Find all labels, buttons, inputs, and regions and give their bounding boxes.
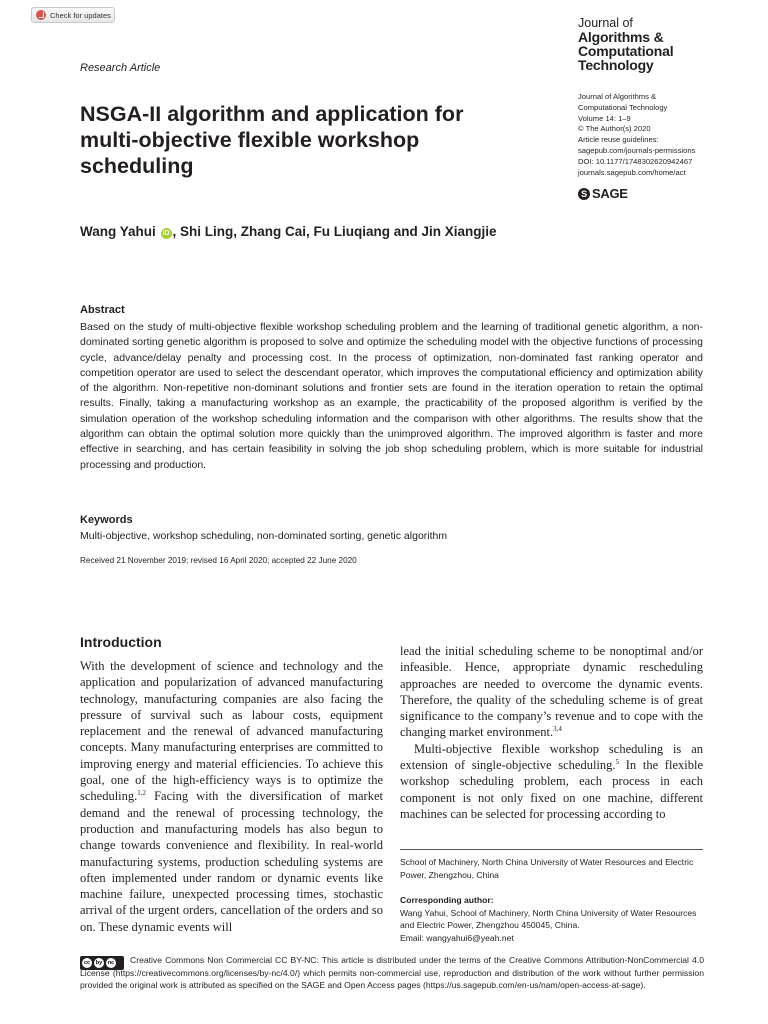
by-icon: by	[95, 960, 103, 966]
article-type: Research Article	[80, 62, 161, 74]
intro-left-text-1: With the development of science and technology and the application and popularization of advanced manufacturing technology, manufacturing companies are also facing the pressure of survival such as labour costs, equipment replacement and the renewal of advanced manufacturing concepts. Many manufacturing enterprises are committed to improving energy and material efficiencies. To achieve this goal, one of the high-efficiency ways is to optimize the scheduling.	[80, 659, 383, 804]
citation-ref[interactable]: 5	[615, 757, 620, 766]
meta-copyright: © The Author(s) 2020	[578, 124, 651, 134]
orcid-icon[interactable]: iD	[162, 230, 170, 237]
check-for-updates-label: Check for updates	[50, 10, 111, 20]
corresponding-author-email[interactable]: Email: wangyahui6@yeah.net	[400, 932, 514, 943]
author-list	[80, 222, 500, 242]
journal-logo-line4: Technology	[578, 57, 654, 73]
intro-right-para-2	[400, 741, 703, 822]
introduction-heading: Introduction	[80, 634, 162, 650]
nc-icon: nc	[107, 960, 115, 966]
intro-right-text-2: Multi-objective flexible workshop scheduling is an extension of single-objective scheduling.	[400, 741, 703, 773]
intro-right-text-3: In the flexible workshop scheduling problem, each process in each component is not only fixed on one machine, different machines can be selected for processing according to	[400, 758, 703, 821]
license-text: Creative Commons Non Commercial CC BY-NC: This article is distributed under the terms of the Creative Commons Attribution-NonCommercial 4.0 License (https://creativecommons.org/licenses/by-nc/4.0/) which permits non-commercial use, reproduction and distribution of the work without further permission provided the original work is attributed as specified on the SAGE and Open Access pages (https://us.sagepub.com/en-us/nam/open-access-at-sage).	[80, 955, 704, 990]
intro-right-text-1: lead the initial scheduling scheme to be nonoptimal and/or infeasible. Hence, appropriate dynamic rescheduling approaches are needed to overcome the dynamic events. Therefore, the quality of the scheduling scheme is of great significance to the company’s revenue and to cope with the changing market environment.	[400, 644, 703, 740]
citation-ref[interactable]: 1,2	[137, 789, 147, 798]
meta-journal-name-1: Journal of Algorithms &	[578, 92, 657, 101]
abstract-text: Based on the study of multi-objective flexible workshop scheduling problem and the learning of traditional genetic algorithm, a non-dominated sorting genetic algorithm is proposed to solve and optimize the scheduling model with the objective functions of processing cycle, advance/delay penalty and processing cost. In the process of optimization, non-dominated fast ranking operator and competition operator are used to select the descendant operator, which improves the computational efficiency and optimization ability of the algorithm. Non-repetitive non-dominant solutions and frontier sets are found in the iteration operation to retain the optimal results. Finally, taking a manufacturing workshop as an example, the practicability of the proposed algorithm is verified by the simulation operation of the workshop scheduling information and the comparison with other algorithms. The results show that the algorithm can obtain the optimal solution more quickly than the unimproved algorithm. The improved algorithm is faster and more effective in searching, and has certain feasibility in solving the job shop scheduling problem, which is more suitable for industrial processing and production.	[80, 321, 703, 471]
intro-left-text-2: Facing with the diversification of market demand and the renewal of processing technology, the production and manufacturing models has also begun to change towards convenience and flexibility. In real-world manufacturing systems, production scheduling systems are often implemented under random or dynamic events like machine failure, unexpected processing times, stochastic arrival of the urgent orders, cancellation of the orders and so on. These dynamic events will	[80, 789, 383, 934]
footnote-divider	[400, 849, 703, 850]
meta-journal-link[interactable]: journals.sagepub.com/home/act	[578, 167, 686, 177]
journal-logo-line2: Algorithms &	[578, 29, 664, 45]
corresponding-author-details: Wang Yahui, School of Machinery, North China University of Water Resources and Electric Power, Zhengzhou 450045, China.	[400, 907, 697, 931]
cc-icon: cc	[83, 960, 91, 966]
introduction-right-column	[400, 643, 703, 822]
received-dates: Received 21 November 2019; revised 16 April 2020; accepted 22 June 2020	[80, 556, 357, 565]
meta-volume: Volume 14: 1–9	[578, 113, 631, 123]
article-meta	[578, 92, 753, 178]
sage-logo	[578, 186, 628, 201]
citation-ref[interactable]: 3,4	[553, 725, 562, 734]
meta-reuse-label: Article reuse guidelines:	[578, 135, 659, 145]
article-title: NSGA-II algorithm and application for multi-objective flexible workshop scheduling	[80, 102, 464, 178]
corresponding-author-heading: Corresponding author:	[400, 895, 494, 905]
keywords-text: Multi-objective, workshop scheduling, non-dominated sorting, genetic algorithm	[80, 530, 448, 542]
journal-logo	[578, 16, 748, 72]
introduction-left-column	[80, 658, 383, 935]
sage-mark-icon: S	[578, 188, 590, 200]
sage-logo-text: SAGE	[592, 186, 628, 201]
journal-logo-line1: Journal of	[578, 16, 633, 30]
meta-reuse-link[interactable]: sagepub.com/journals-permissions	[578, 145, 696, 155]
affiliation: School of Machinery, North China University of Water Resources and Electric Power, Zhengzhou, China	[400, 857, 694, 880]
meta-journal-name-2: Computational Technology	[578, 102, 668, 112]
author-first: Wang Yahui	[80, 224, 156, 239]
check-for-updates-button[interactable]	[31, 7, 115, 23]
meta-doi[interactable]: DOI: 10.1177/1748302620942467	[578, 156, 693, 166]
corresponding-author	[400, 894, 703, 944]
abstract-heading: Abstract	[80, 304, 125, 316]
author-rest: , Shi Ling, Zhang Cai, Fu Liuqiang and Jin Xiangjie	[172, 224, 497, 239]
journal-logo-line3: Computational	[578, 43, 674, 59]
keywords-heading: Keywords	[80, 514, 133, 526]
intro-right-para-1	[400, 643, 703, 741]
check-updates-icon	[36, 10, 46, 20]
